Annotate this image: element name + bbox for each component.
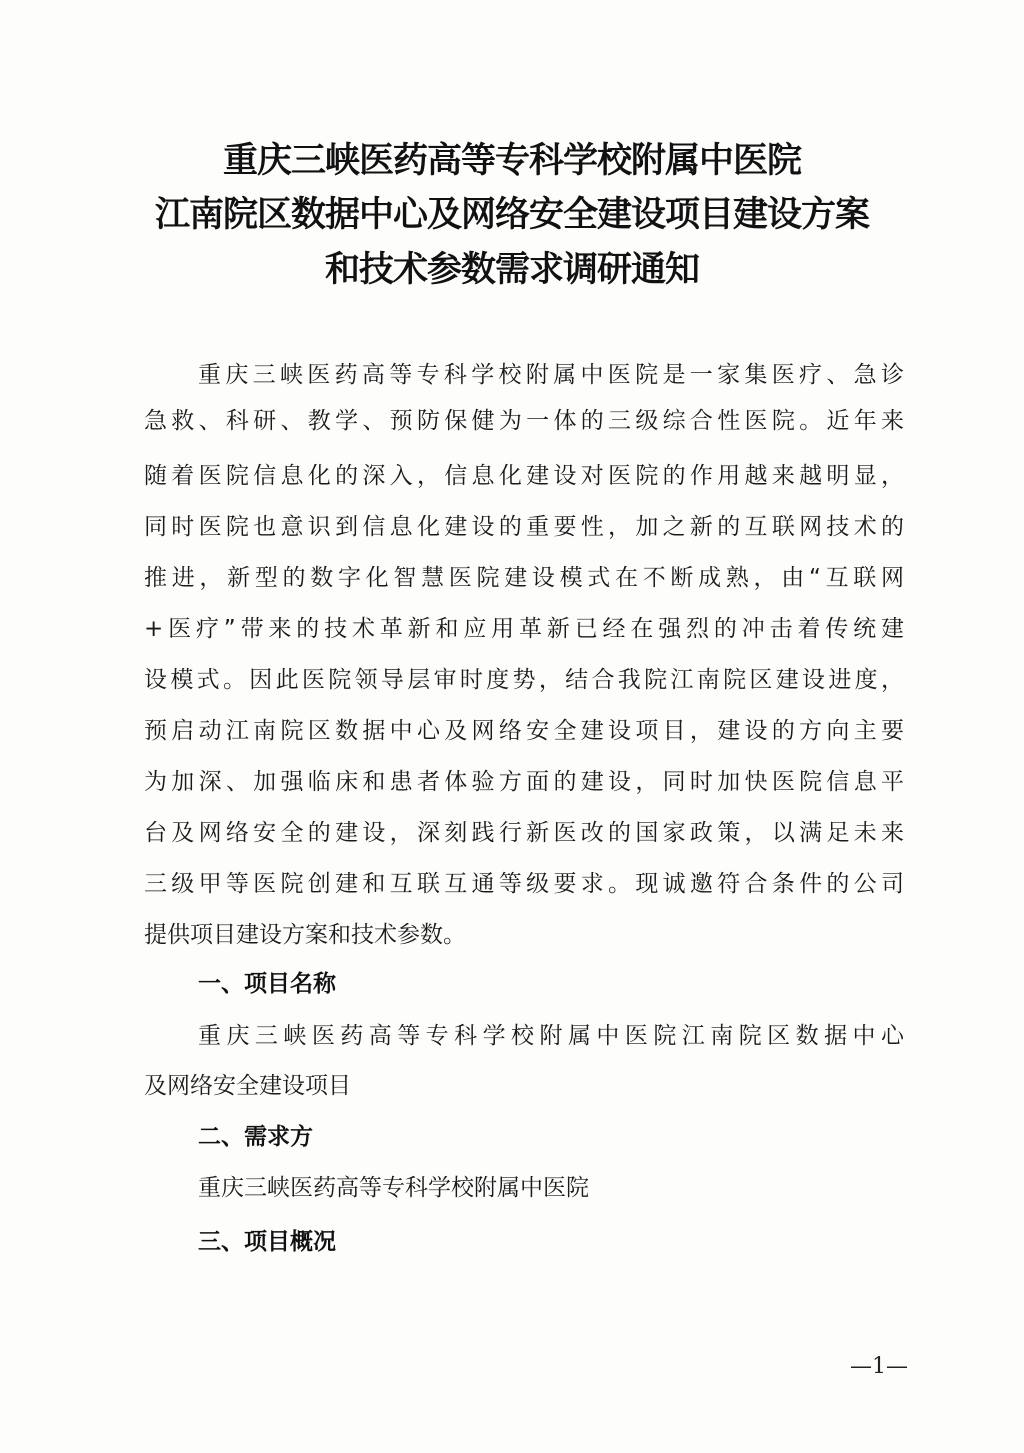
- intro-line-5: 推进，新型的数字化智慧医院建设模式在不断成熟，由“互联网: [144, 565, 904, 591]
- intro-line-12: 提供项目建设方案和技术参数。: [144, 922, 466, 948]
- intro-line-1: 重庆三峡医药高等专科学校附属中医院是一家集医疗、急诊: [198, 362, 904, 388]
- intro-line-3: 随着医院信息化的深入，信息化建设对医院的作用越来越明显，: [144, 463, 904, 489]
- section-1-line-2: 及网络安全建设项目: [144, 1073, 351, 1099]
- intro-line-9: 为加深、加强临床和患者体验方面的建设，同时加快医院信息平: [144, 769, 904, 795]
- intro-line-10: 台及网络安全的建设，深刻践行新医改的国家政策，以满足未来: [144, 820, 904, 846]
- page-number: —1—: [850, 1354, 908, 1379]
- document-title-line-1: 重庆三峡医药高等专科学校附属中医院: [222, 140, 801, 181]
- section-2-line-1: 重庆三峡医药高等专科学校附属中医院: [198, 1175, 589, 1201]
- section-2-heading: 二、需求方: [198, 1124, 313, 1150]
- intro-line-6: +医疗”带来的技术革新和应用革新已经在强烈的冲击着传统建: [144, 616, 904, 642]
- section-1-heading: 一、项目名称: [198, 971, 336, 997]
- document-title-line-3: 和技术参数需求调研通知: [324, 249, 699, 290]
- intro-line-8: 预启动江南院区数据中心及网络安全建设项目，建设的方向主要: [144, 718, 904, 744]
- section-1-line-1: 重庆三峡医药高等专科学校附属中医院江南院区数据中心: [198, 1023, 904, 1049]
- intro-line-7: 设模式。因此医院领导层审时度势，结合我院江南院区建设进度，: [144, 667, 904, 693]
- intro-line-4: 同时医院也意识到信息化建设的重要性，加之新的互联网技术的: [144, 514, 904, 540]
- section-3-heading: 三、项目概况: [198, 1229, 336, 1255]
- intro-line-2: 急救、科研、教学、预防保健为一体的三级综合性医院。近年来: [144, 408, 904, 434]
- intro-line-11: 三级甲等医院创建和互联互通等级要求。现诚邀符合条件的公司: [144, 871, 904, 897]
- document-title-line-2: 江南院区数据中心及网络安全建设项目建设方案: [154, 194, 869, 235]
